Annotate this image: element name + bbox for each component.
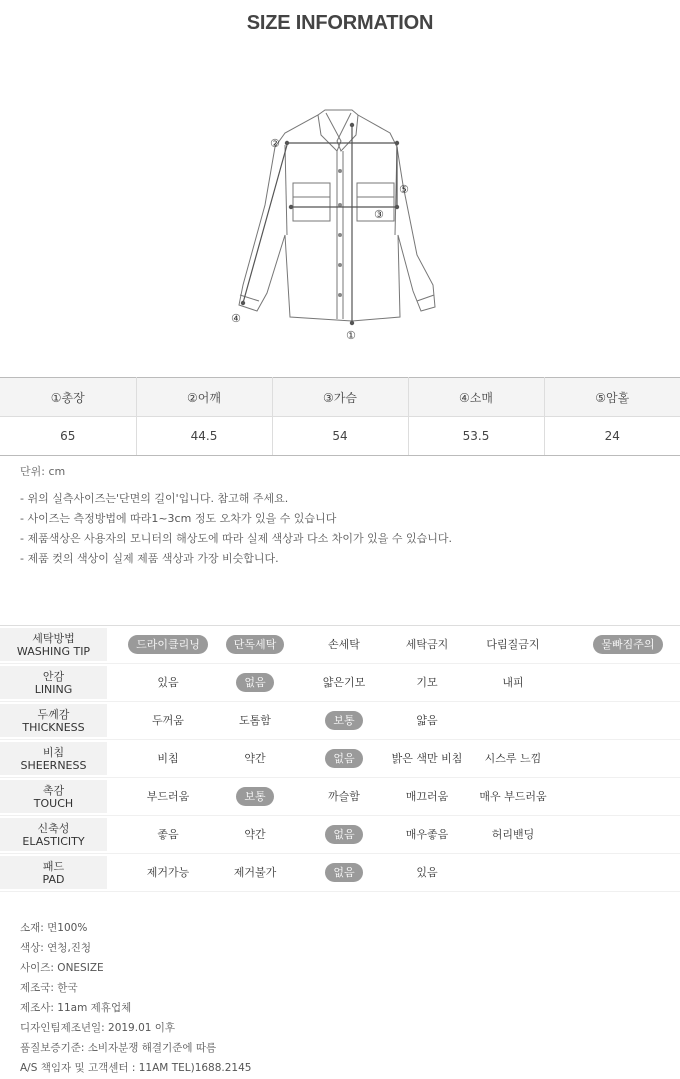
marker-sleeve: ④ xyxy=(231,312,241,325)
marker-total-length: ① xyxy=(346,329,356,342)
property-option-selected xyxy=(301,816,387,853)
property-option-text: 없음 xyxy=(236,673,273,692)
fabric-properties-table xyxy=(0,625,680,892)
product-info-list xyxy=(20,918,251,1078)
note-item: - 제품색상은 사용자의 모니터의 해상도에 따라 실제 색상과 다소 차이가 있을 수 있습니다. xyxy=(20,532,452,545)
property-label-en: ELASTICITY xyxy=(22,834,85,848)
property-option xyxy=(384,664,470,701)
size-table xyxy=(0,377,680,456)
property-option xyxy=(384,816,470,853)
property-option xyxy=(470,626,556,663)
property-option-text: 물빠짐주의 xyxy=(593,635,662,654)
info-customer-service: A/S 책임자 및 고객센터 : 11AM TEL)1688.2145 xyxy=(20,1062,252,1074)
property-option-text: 밝은 색만 비침 xyxy=(391,752,463,765)
value-shoulder: 44.5 xyxy=(136,417,272,456)
header-total-length: ①총장 xyxy=(0,378,136,417)
property-label xyxy=(0,742,107,775)
property-row xyxy=(0,854,680,892)
header-chest: ③가슴 xyxy=(272,378,408,417)
property-option xyxy=(384,854,470,891)
property-row xyxy=(0,626,680,664)
property-row xyxy=(0,664,680,702)
property-label xyxy=(0,818,107,851)
property-option xyxy=(125,778,211,815)
property-label xyxy=(0,628,107,661)
header-armhole: ⑤암홀 xyxy=(544,378,680,417)
property-label-ko: 촉감 xyxy=(42,783,65,797)
property-option xyxy=(125,740,211,777)
property-row xyxy=(0,740,680,778)
info-warranty: 품질보증기준: 소비자분쟁 해결기준에 따름 xyxy=(20,1042,217,1054)
property-option xyxy=(125,854,211,891)
property-option-selected xyxy=(585,626,671,663)
property-option xyxy=(125,702,211,739)
property-option-text: 시스루 느낌 xyxy=(484,752,542,765)
property-option-text: 얇음 xyxy=(416,714,438,727)
property-option-text: 비침 xyxy=(157,752,179,765)
property-option-text: 없음 xyxy=(325,749,362,768)
property-option-selected xyxy=(212,664,298,701)
property-option-text: 매끄러움 xyxy=(405,790,449,803)
property-option-text: 내피 xyxy=(502,676,524,689)
property-option-text: 있음 xyxy=(157,676,179,689)
property-label-en: SHEERNESS xyxy=(20,758,87,772)
property-option xyxy=(384,702,470,739)
property-option xyxy=(470,740,556,777)
marker-armhole: ⑤ xyxy=(399,183,409,196)
property-option-text: 보통 xyxy=(236,787,273,806)
page-title: SIZE INFORMATION xyxy=(246,12,434,34)
property-label-en: THICKNESS xyxy=(22,720,85,734)
value-total-length: 65 xyxy=(0,417,136,456)
property-row xyxy=(0,702,680,740)
property-label-ko: 비침 xyxy=(42,745,65,759)
property-option-text: 좋음 xyxy=(157,828,179,841)
property-option-text: 없음 xyxy=(325,825,362,844)
property-option xyxy=(125,664,211,701)
property-option-text: 드라이클리닝 xyxy=(128,635,208,654)
info-manufacturer: 제조사: 11am 제휴업체 xyxy=(20,1002,132,1014)
property-option-text: 도톰함 xyxy=(239,714,271,727)
property-label xyxy=(0,704,107,737)
property-option xyxy=(212,816,298,853)
property-option xyxy=(125,816,211,853)
info-material: 소재: 면100% xyxy=(20,922,88,934)
property-option-text: 있음 xyxy=(416,866,438,879)
property-option-text: 없음 xyxy=(325,863,362,882)
property-option xyxy=(470,816,556,853)
unit-label: 단위: cm xyxy=(20,465,66,478)
property-option xyxy=(301,778,387,815)
note-item: - 제품 컷의 색상이 실제 제품 색상과 가장 비슷합니다. xyxy=(20,552,279,565)
property-option-selected xyxy=(301,702,387,739)
property-label xyxy=(0,666,107,699)
header-shoulder: ②어깨 xyxy=(136,378,272,417)
property-option-text: 두꺼움 xyxy=(152,714,184,727)
note-item: - 사이즈는 측정방법에 따라1~3cm 정도 오차가 있을 수 있습니다 xyxy=(20,512,337,525)
info-manufacture-date: 디자인팀제조년일: 2019.01 이후 xyxy=(20,1022,176,1034)
property-label-en: LINING xyxy=(34,682,73,696)
property-label-ko: 두께감 xyxy=(37,707,70,721)
property-option xyxy=(301,626,387,663)
property-label-en: WASHING TIP xyxy=(16,644,91,658)
property-label xyxy=(0,856,107,889)
property-label-ko: 패드 xyxy=(42,859,65,873)
property-option-text: 부드러움 xyxy=(146,790,190,803)
property-option xyxy=(384,740,470,777)
info-color: 색상: 연청,진청 xyxy=(20,942,92,954)
property-option-text: 기모 xyxy=(416,676,438,689)
property-option-text: 매우좋음 xyxy=(405,828,449,841)
property-option-text: 보통 xyxy=(325,711,362,730)
property-option-text: 제거가능 xyxy=(146,866,190,879)
property-option xyxy=(384,778,470,815)
property-option-text: 얇은기모 xyxy=(322,676,366,689)
property-option-text: 약간 xyxy=(244,828,266,841)
property-option xyxy=(470,778,556,815)
property-option-text: 단독세탁 xyxy=(226,635,285,654)
property-label-ko: 신축성 xyxy=(37,821,70,835)
property-label-en: PAD xyxy=(42,872,65,886)
marker-chest: ③ xyxy=(374,208,384,221)
property-option-text: 손세탁 xyxy=(328,638,360,651)
value-sleeve: 53.5 xyxy=(408,417,544,456)
property-option-text: 까슬함 xyxy=(328,790,360,803)
property-option xyxy=(301,664,387,701)
property-option-text: 매우 부드러움 xyxy=(479,790,547,803)
property-option-text: 다림질금지 xyxy=(486,638,540,651)
property-option xyxy=(470,664,556,701)
property-option xyxy=(212,740,298,777)
header-sleeve: ④소매 xyxy=(408,378,544,417)
value-chest: 54 xyxy=(272,417,408,456)
property-row xyxy=(0,778,680,816)
note-item: - 위의 실측사이즈는'단면의 길이'입니다. 참고해 주세요. xyxy=(20,492,289,505)
property-option xyxy=(212,854,298,891)
property-option-text: 허리밴딩 xyxy=(491,828,535,841)
property-option xyxy=(384,626,470,663)
info-country: 제조국: 한국 xyxy=(20,982,78,994)
property-label xyxy=(0,780,107,813)
property-option xyxy=(212,702,298,739)
property-option-text: 약간 xyxy=(244,752,266,765)
notes-list xyxy=(20,489,452,569)
property-option-selected xyxy=(125,626,211,663)
property-option-selected xyxy=(301,854,387,891)
property-option-text: 세탁금지 xyxy=(405,638,449,651)
property-option-text: 제거불가 xyxy=(233,866,277,879)
shirt-measurement-diagram xyxy=(225,105,460,345)
marker-shoulder: ② xyxy=(270,137,280,150)
property-label-en: TOUCH xyxy=(33,796,74,810)
property-label-ko: 안감 xyxy=(42,669,65,683)
info-size: 사이즈: ONESIZE xyxy=(20,962,104,974)
value-armhole: 24 xyxy=(544,417,680,456)
property-row xyxy=(0,816,680,854)
property-option-selected xyxy=(301,740,387,777)
property-option-selected xyxy=(212,626,298,663)
property-label-ko: 세탁방법 xyxy=(32,631,75,645)
property-option-selected xyxy=(212,778,298,815)
